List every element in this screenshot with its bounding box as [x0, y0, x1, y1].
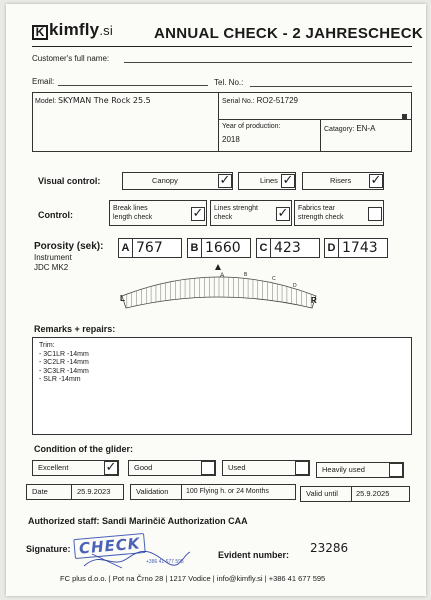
fabrics-tear-checkbox[interactable]: [368, 207, 382, 221]
serial-value: RO2-51729: [256, 96, 298, 105]
lines-strength-label: Lines strenght check: [214, 205, 258, 221]
condition-used-checkbox[interactable]: [295, 461, 309, 475]
validation-value[interactable]: 100 Flying h. or 24 Months: [186, 488, 269, 495]
signature-scribble-icon: [82, 546, 192, 572]
porosity-c-value[interactable]: 423: [274, 240, 301, 256]
authorized-staff-text: Authorized staff: Sandi Marinčič Authorization CAA: [28, 516, 248, 526]
validation-divider: [181, 484, 182, 500]
date-label: Date: [32, 487, 48, 496]
condition-excellent-box: [32, 460, 119, 476]
condition-good-checkbox[interactable]: [201, 461, 215, 475]
date-divider: [71, 484, 72, 500]
lines-strength-checkbox[interactable]: ✓: [277, 206, 289, 221]
year-label: Year of production:: [222, 123, 281, 130]
fabrics-tear-box: [294, 200, 384, 226]
tel-label: Tel. No.:: [214, 78, 244, 87]
condition-label: Condition of the glider:: [34, 444, 133, 454]
porosity-d-box: [324, 238, 388, 258]
lines-box: [238, 172, 296, 190]
wing-label-d: D: [293, 283, 297, 289]
header-divider: [32, 46, 412, 47]
porosity-b-letter: B: [188, 239, 202, 258]
year-value: 2018: [222, 135, 240, 144]
break-lines-box: [109, 200, 207, 226]
logo-check-icon: K: [32, 25, 48, 40]
valid-until-box: [300, 486, 410, 502]
serial-label: Serial No.: RO2-51729: [222, 96, 298, 105]
remarks-line: - 3C2LR -14mm: [39, 359, 89, 367]
glider-info-hline: [218, 119, 412, 120]
footer-contact: FC plus d.o.o. | Pot na Črno 28 | 1217 Vodice | info@kimfly.si | +386 41 677 595: [60, 574, 326, 583]
lines-checkbox[interactable]: ✓: [282, 173, 294, 188]
break-lines-checkbox[interactable]: ✓: [192, 206, 204, 221]
porosity-b-box: [187, 238, 251, 258]
wing-label-right: R: [311, 296, 317, 305]
valid-until-divider: [351, 486, 352, 502]
customer-name-field[interactable]: [124, 62, 412, 63]
porosity-c-box: [256, 238, 320, 258]
valid-until-label: Valid until: [306, 489, 338, 498]
instrument-label: Instrument JDC MK2: [34, 253, 72, 272]
condition-heavily-used-checkbox[interactable]: [389, 463, 403, 477]
break-lines-label: Break lines length check: [113, 205, 153, 221]
canopy-box: [122, 172, 233, 190]
email-label: Email:: [32, 77, 55, 86]
wing-label-a: A: [220, 272, 225, 279]
lines-label: Lines: [260, 176, 278, 185]
wing-center-marker-icon: [215, 264, 221, 270]
condition-used-box: [222, 460, 310, 476]
porosity-a-value[interactable]: 767: [136, 240, 163, 256]
condition-used-label: Used: [228, 463, 246, 472]
condition-good-box: [128, 460, 216, 476]
date-box: [26, 484, 124, 500]
remarks-text: [39, 342, 89, 385]
visual-control-label: Visual control:: [38, 176, 101, 186]
condition-heavily-used-box: [316, 462, 404, 478]
customer-name-label: Customer's full name:: [32, 54, 110, 63]
risers-box: [302, 172, 384, 190]
valid-until-value[interactable]: 25.9.2025: [356, 489, 390, 498]
condition-heavily-used-label: Heavily used: [322, 465, 365, 474]
remarks-label: Remarks + repairs:: [34, 324, 116, 334]
remarks-line: Trim:: [39, 342, 55, 349]
email-field[interactable]: [58, 85, 208, 86]
corner-marker-icon: [402, 114, 407, 119]
lines-strength-box: [210, 200, 292, 226]
fabrics-tear-label: Fabrics tear strength check: [298, 205, 344, 221]
porosity-a-box: [118, 238, 182, 258]
control-label: Control:: [38, 210, 73, 220]
risers-label: Risers: [330, 176, 352, 185]
remarks-box[interactable]: [32, 337, 412, 435]
glider-info-divider: [218, 92, 219, 152]
validation-label: Validation: [136, 487, 169, 496]
check-stamp: CHECK: [73, 533, 146, 559]
porosity-d-letter: D: [325, 239, 339, 258]
category-label: Catagory: EN-A: [324, 124, 376, 133]
kimfly-logo: K kimfly.si: [32, 20, 113, 40]
remarks-line: - 3C1LR -14mm: [39, 350, 89, 358]
porosity-a-letter: A: [119, 239, 133, 258]
condition-excellent-label: Excellent: [38, 463, 69, 472]
wing-label-c: C: [272, 276, 276, 282]
canopy-label: Canopy: [152, 176, 178, 185]
porosity-c-letter: C: [257, 239, 271, 258]
evident-number-value[interactable]: 23286: [310, 541, 349, 555]
risers-checkbox[interactable]: ✓: [370, 173, 382, 188]
validation-box: [130, 484, 296, 500]
wing-label-b: B: [244, 272, 248, 278]
tel-field[interactable]: [250, 86, 412, 87]
wing-label-left: L: [120, 294, 125, 303]
porosity-d-value[interactable]: 1743: [342, 240, 378, 256]
condition-good-label: Good: [134, 463, 153, 472]
condition-excellent-checkbox[interactable]: ✓: [105, 460, 117, 475]
stamp-phone: +386 41 677 595: [146, 559, 184, 565]
category-value: EN-A: [356, 124, 376, 133]
glider-info-vline: [320, 119, 321, 152]
wing-diagram: [114, 262, 324, 322]
signature-label: Signature:: [26, 544, 71, 554]
date-value[interactable]: 25.9.2023: [77, 487, 111, 496]
model-value: SKYMAN The Rock 25.5: [57, 96, 151, 105]
porosity-b-value[interactable]: 1660: [205, 240, 241, 256]
model-label: Model: SKYMAN The Rock 25.5: [35, 96, 151, 105]
evident-number-label: Evident number:: [218, 550, 290, 560]
remarks-line: - 3C3LR -14mm: [39, 367, 89, 375]
canopy-checkbox[interactable]: ✓: [219, 173, 231, 188]
form-sheet: [6, 4, 426, 596]
form-title: ANNUAL CHECK - 2 JAHRESCHECK: [154, 25, 423, 42]
remarks-line: - SLR -14mm: [39, 376, 81, 384]
porosity-label: Porosity (sek):: [34, 241, 104, 252]
